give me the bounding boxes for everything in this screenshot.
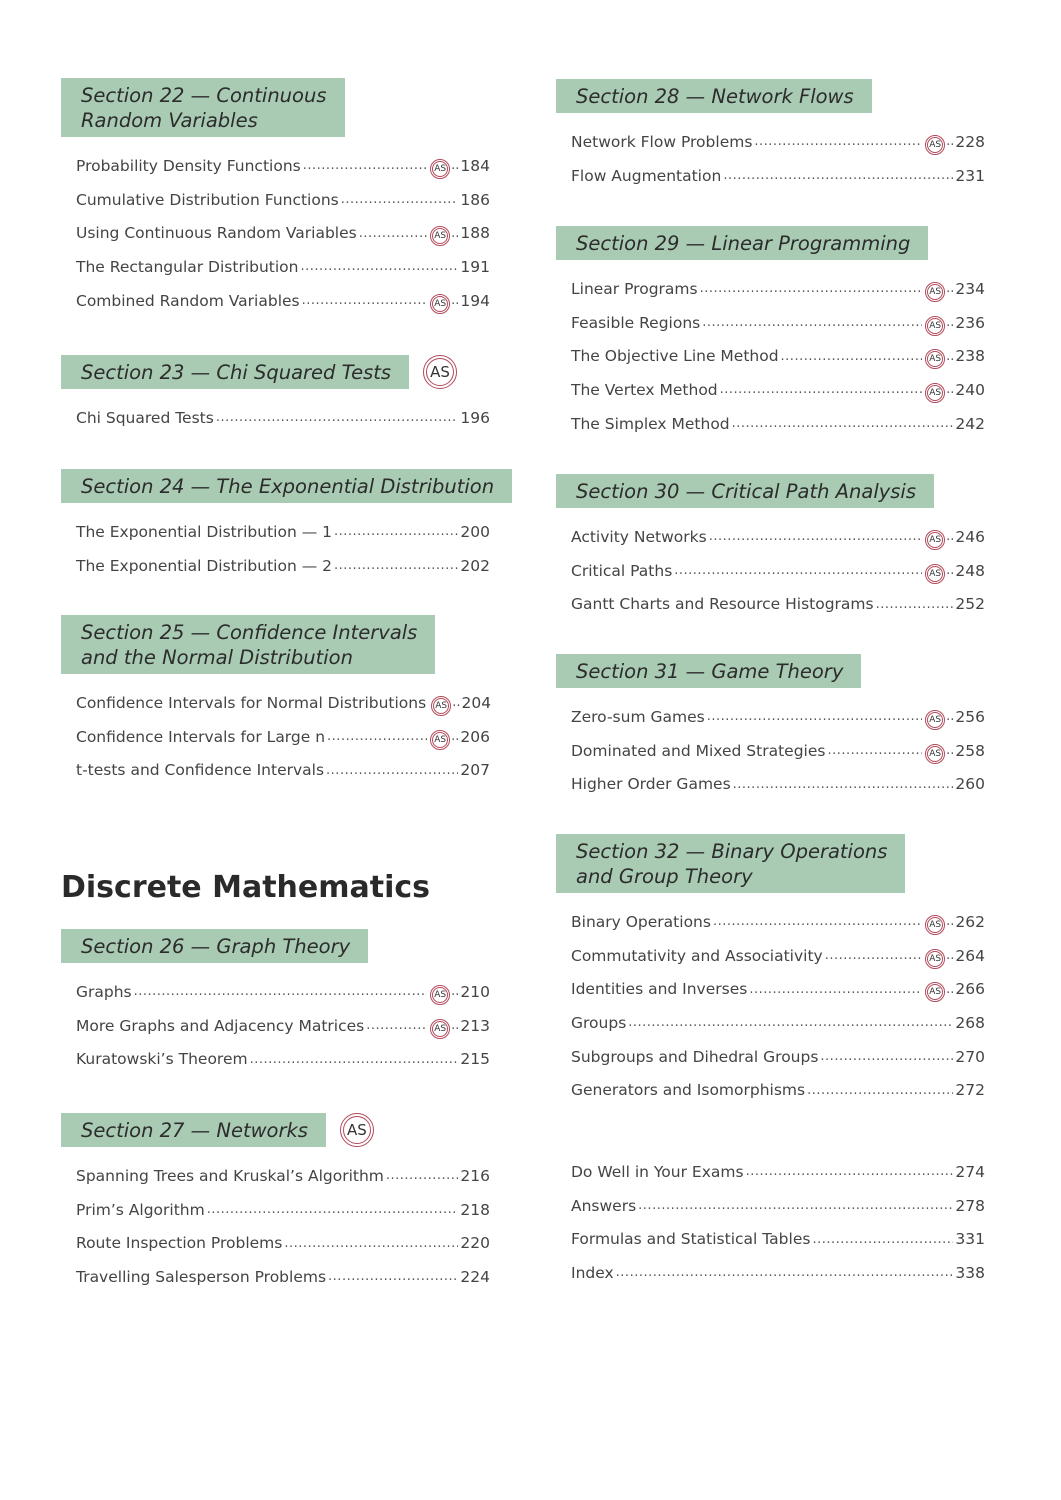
page-number: 248 <box>955 561 985 580</box>
toc-section <box>556 654 996 801</box>
section-header <box>556 474 996 508</box>
entry-title: Flow Augmentation <box>571 166 722 185</box>
toc-entry[interactable] <box>571 125 985 159</box>
section-entries <box>61 975 490 1076</box>
toc-entry[interactable] <box>571 1040 985 1074</box>
page-number: 184 <box>460 156 490 175</box>
entry-title: Travelling Salesperson Problems <box>76 1267 327 1286</box>
dot-leader <box>616 1265 954 1280</box>
entry-title: Spanning Trees and Kruskal’s Algorithm <box>76 1166 384 1185</box>
entry-title: Cumulative Distribution Functions <box>76 190 339 209</box>
page-number: 207 <box>460 761 490 780</box>
toc-entry[interactable] <box>571 373 985 407</box>
toc-section <box>556 79 996 192</box>
toc-entry[interactable] <box>571 1073 985 1107</box>
part-title: Discrete Mathematics <box>61 870 431 905</box>
dot-leader-end: .. <box>451 984 460 1000</box>
dot-leader <box>302 293 428 308</box>
dot-leader <box>134 984 428 999</box>
section-title[interactable]: Section 30 — Critical Path Analysis <box>556 474 934 508</box>
toc-entry[interactable] <box>76 250 490 284</box>
dot-leader-end: .. <box>946 315 955 331</box>
page-number: 216 <box>460 1166 490 1185</box>
toc-entry[interactable] <box>571 1222 985 1256</box>
toc-entry[interactable] <box>571 1189 985 1223</box>
entry-title: Prim’s Algorithm <box>76 1200 205 1219</box>
as-level-icon: AS <box>925 383 945 403</box>
page-number: 264 <box>955 946 985 965</box>
page-number: 194 <box>460 291 490 310</box>
toc-entry[interactable] <box>76 720 490 754</box>
as-level-icon: AS <box>925 564 945 584</box>
dot-leader-end: .. <box>451 225 460 241</box>
section-title[interactable]: Section 22 — Continuous Random Variables <box>61 78 345 137</box>
dot-leader <box>303 158 427 173</box>
entry-title: Commutativity and Associativity <box>571 946 823 965</box>
dot-leader <box>781 349 923 364</box>
section-title[interactable]: Section 23 — Chi Squared Tests <box>61 355 409 389</box>
page-number: 196 <box>460 408 490 427</box>
section-entries <box>61 686 490 787</box>
dot-leader <box>702 315 922 330</box>
section-title[interactable]: Section 28 — Network Flows <box>556 79 872 113</box>
as-level-icon: AS <box>925 316 945 336</box>
dot-leader <box>216 410 459 425</box>
entry-title: Confidence Intervals for Large n <box>76 727 326 746</box>
entry-title: Generators and Isomorphisms <box>571 1081 806 1100</box>
page-number: 240 <box>955 380 985 399</box>
page-number: 200 <box>460 522 490 541</box>
dot-leader <box>825 948 922 963</box>
dot-leader <box>720 382 923 397</box>
as-level-icon: AS <box>925 744 945 764</box>
back-matter-entries <box>556 1155 985 1290</box>
dot-leader <box>709 529 922 544</box>
dot-leader <box>700 281 923 296</box>
page-number: 236 <box>955 313 985 332</box>
toc-entry[interactable] <box>76 549 490 583</box>
dot-leader <box>812 1232 953 1247</box>
toc-entry[interactable] <box>76 975 490 1009</box>
entry-title: Combined Random Variables <box>76 291 300 310</box>
entry-title: Index <box>571 1263 614 1282</box>
page-number: 202 <box>460 556 490 575</box>
dot-leader-end: .. <box>946 914 955 930</box>
dot-leader <box>733 777 954 792</box>
toc-entry[interactable] <box>76 149 490 183</box>
page-number: 238 <box>955 347 985 366</box>
toc-entry[interactable] <box>571 905 985 939</box>
entry-title: Formulas and Statistical Tables <box>571 1230 811 1249</box>
entry-title: Probability Density Functions <box>76 156 301 175</box>
toc-entry[interactable] <box>76 401 490 435</box>
section-header <box>556 654 996 688</box>
page-number: 278 <box>955 1196 985 1215</box>
page-number: 252 <box>955 595 985 614</box>
dot-leader <box>746 1164 954 1179</box>
page-number: 188 <box>460 224 490 243</box>
section-header <box>61 1113 501 1147</box>
page-number: 186 <box>460 190 490 209</box>
section-title[interactable]: Section 32 — Binary Operations and Group Theory <box>556 834 905 893</box>
entry-title: The Rectangular Distribution <box>76 257 299 276</box>
section-title[interactable]: Section 29 — Linear Programming <box>556 226 928 260</box>
page-number: 260 <box>955 775 985 794</box>
toc-section <box>556 474 996 621</box>
toc-entry[interactable] <box>571 1256 985 1290</box>
dot-leader <box>327 729 427 744</box>
toc-entry[interactable] <box>76 183 490 217</box>
as-level-icon: AS <box>430 985 450 1005</box>
dot-leader-end: .. <box>946 563 955 579</box>
entry-title: Chi Squared Tests <box>76 408 214 427</box>
page-number: 210 <box>460 982 490 1001</box>
toc-entry[interactable] <box>76 1042 490 1076</box>
as-level-icon: AS <box>430 159 450 179</box>
toc-entry[interactable] <box>571 939 985 973</box>
toc-section <box>61 78 501 317</box>
toc-entry[interactable] <box>571 554 985 588</box>
as-level-badge-icon: AS <box>423 355 457 389</box>
dot-leader <box>707 709 922 724</box>
section-entries <box>61 1159 490 1294</box>
dot-leader <box>754 134 922 149</box>
page-number: 228 <box>955 132 985 151</box>
section-title[interactable]: Section 31 — Game Theory <box>556 654 861 688</box>
dot-leader <box>807 1083 953 1098</box>
toc-entry[interactable] <box>76 515 490 549</box>
entry-title: Route Inspection Problems <box>76 1234 283 1253</box>
page-number: 266 <box>955 980 985 999</box>
entry-title: The Exponential Distribution — 2 <box>76 556 332 575</box>
page-number: 331 <box>955 1230 985 1249</box>
entry-title: The Exponential Distribution — 1 <box>76 522 332 541</box>
dot-leader <box>876 597 954 612</box>
entry-title: Kuratowski’s Theorem <box>76 1050 248 1069</box>
dot-leader-end: .. <box>946 348 955 364</box>
page-number: 272 <box>955 1081 985 1100</box>
toc-entry[interactable] <box>571 520 985 554</box>
as-level-icon: AS <box>925 282 945 302</box>
dot-leader <box>732 416 954 431</box>
page-number: 220 <box>460 1234 490 1253</box>
page-number: 270 <box>955 1047 985 1066</box>
toc-entry[interactable] <box>76 1009 490 1043</box>
page-number: 215 <box>460 1050 490 1069</box>
section-header <box>556 79 996 113</box>
as-level-icon: AS <box>431 696 451 716</box>
dot-leader <box>366 1018 427 1033</box>
page-number: 206 <box>460 727 490 746</box>
section-title[interactable]: Section 24 — The Exponential Distribution <box>61 469 512 503</box>
page-number: 246 <box>955 527 985 546</box>
section-header <box>61 929 501 963</box>
page-number: 274 <box>955 1162 985 1181</box>
toc-entry[interactable] <box>76 686 490 720</box>
dot-leader <box>713 914 922 929</box>
dot-leader <box>334 524 458 539</box>
as-level-icon: AS <box>925 135 945 155</box>
entry-title: t-tests and Confidence Intervals <box>76 761 325 780</box>
entry-title: More Graphs and Adjacency Matrices <box>76 1016 365 1035</box>
entry-title: Using Continuous Random Variables <box>76 224 357 243</box>
dot-leader-end: .. <box>946 981 955 997</box>
toc-entry[interactable] <box>571 1006 985 1040</box>
toc-entry[interactable] <box>571 587 985 621</box>
page-number: 268 <box>955 1013 985 1032</box>
page-number: 258 <box>955 741 985 760</box>
section-header <box>556 834 996 893</box>
as-level-icon: AS <box>925 349 945 369</box>
as-level-icon: AS <box>925 530 945 550</box>
dot-leader-end: .. <box>946 529 955 545</box>
page-number: 218 <box>460 1200 490 1219</box>
toc-section <box>556 834 996 1107</box>
toc-entry[interactable] <box>76 753 490 787</box>
as-level-icon: AS <box>925 710 945 730</box>
dot-leader <box>674 563 922 578</box>
toc-section <box>556 226 996 440</box>
dot-leader-end: .. <box>946 281 955 297</box>
dot-leader <box>723 168 953 183</box>
dot-leader <box>300 259 458 274</box>
dot-leader-end: .. <box>451 1018 460 1034</box>
section-header <box>61 355 501 389</box>
section-entries <box>556 700 985 801</box>
as-level-icon: AS <box>430 294 450 314</box>
entry-title: The Vertex Method <box>571 380 718 399</box>
page-number: 338 <box>955 1263 985 1282</box>
dot-leader <box>334 558 458 573</box>
toc-entry[interactable] <box>76 1159 490 1193</box>
page-number: 231 <box>955 166 985 185</box>
dot-leader <box>749 982 922 997</box>
dot-leader <box>341 192 459 207</box>
toc-entry[interactable] <box>76 1193 490 1227</box>
section-entries <box>556 125 985 192</box>
section-entries <box>61 515 490 582</box>
as-level-badge-icon: AS <box>340 1113 374 1147</box>
as-level-icon: AS <box>925 982 945 1002</box>
entry-title: Graphs <box>76 982 132 1001</box>
toc-entry[interactable] <box>571 159 985 193</box>
entry-title: The Objective Line Method <box>571 347 779 366</box>
dot-leader <box>250 1052 459 1067</box>
dot-leader <box>326 763 458 778</box>
dot-leader-end: .. <box>451 158 460 174</box>
dot-leader <box>827 743 922 758</box>
toc-entry[interactable] <box>76 216 490 250</box>
dot-leader <box>359 226 427 241</box>
section-title[interactable]: Section 25 — Confidence Intervals and the Normal Distribution <box>61 615 435 674</box>
toc-entry[interactable] <box>571 700 985 734</box>
back-matter <box>556 1143 996 1290</box>
page-number: 262 <box>955 912 985 931</box>
section-header <box>61 469 501 503</box>
entry-title: Gantt Charts and Resource Histograms <box>571 595 874 614</box>
toc-section <box>61 355 501 435</box>
page-number: 242 <box>955 414 985 433</box>
dot-leader-end: .. <box>946 743 955 759</box>
entry-title: Linear Programs <box>571 279 698 298</box>
entry-title: Identities and Inverses <box>571 980 748 999</box>
page-number: 213 <box>460 1016 490 1035</box>
section-entries <box>61 401 490 435</box>
page-number: 234 <box>955 279 985 298</box>
as-level-icon: AS <box>430 730 450 750</box>
entry-title: Critical Paths <box>571 561 673 580</box>
dot-leader-end: .. <box>946 948 955 964</box>
entry-title: The Simplex Method <box>571 414 730 433</box>
section-entries <box>61 149 490 317</box>
page-number: 204 <box>461 693 492 712</box>
as-level-icon: AS <box>925 915 945 935</box>
entry-title: Zero-sum Games <box>571 707 705 726</box>
toc-entry[interactable] <box>76 284 490 318</box>
section-title[interactable]: Section 27 — Networks <box>61 1113 326 1147</box>
toc-entry[interactable] <box>76 1226 490 1260</box>
dot-leader <box>628 1015 953 1030</box>
as-level-icon: AS <box>430 1019 450 1039</box>
toc-section <box>61 929 501 1076</box>
entry-title: Do Well in Your Exams <box>571 1162 744 1181</box>
dot-leader-end: .. <box>451 293 460 309</box>
entry-title: Feasible Regions <box>571 313 701 332</box>
as-level-icon: AS <box>430 226 450 246</box>
section-entries <box>556 272 985 440</box>
entry-title: Activity Networks <box>571 527 707 546</box>
dot-leader <box>284 1236 458 1251</box>
toc-entry[interactable] <box>571 1155 985 1189</box>
entry-title: Groups <box>571 1013 627 1032</box>
section-entries <box>556 905 985 1107</box>
dot-leader <box>207 1202 459 1217</box>
dot-leader-end: .. <box>946 382 955 398</box>
toc-section <box>61 469 501 582</box>
as-level-icon: AS <box>925 949 945 969</box>
toc-section <box>61 1113 501 1294</box>
dot-leader <box>386 1168 459 1183</box>
entry-title: Binary Operations <box>571 912 711 931</box>
dot-leader <box>638 1198 953 1213</box>
entry-title: Subgroups and Dihedral Groups <box>571 1047 819 1066</box>
section-title[interactable]: Section 26 — Graph Theory <box>61 929 368 963</box>
section-header <box>556 226 996 260</box>
entry-title: Higher Order Games <box>571 775 731 794</box>
toc-entry[interactable] <box>571 734 985 768</box>
dot-leader-end: .. <box>946 134 955 150</box>
dot-leader-end: .. <box>946 709 955 725</box>
toc-entry[interactable] <box>571 272 985 306</box>
toc-entry[interactable] <box>571 972 985 1006</box>
page-number: 256 <box>955 707 985 726</box>
section-entries <box>556 520 985 621</box>
entry-title: Network Flow Problems <box>571 132 753 151</box>
toc-entry[interactable] <box>571 339 985 373</box>
toc-entry[interactable] <box>76 1260 490 1294</box>
entry-title: Confidence Intervals for Normal Distributions <box>76 693 427 712</box>
toc-section <box>61 615 501 787</box>
toc-entry[interactable] <box>571 306 985 340</box>
toc-entry[interactable] <box>571 407 985 441</box>
section-header <box>61 615 501 674</box>
toc-entry[interactable] <box>571 767 985 801</box>
entry-title: Dominated and Mixed Strategies <box>571 741 826 760</box>
dot-leader-end: .. <box>451 729 460 745</box>
entry-title: Answers <box>571 1196 637 1215</box>
page-number: 224 <box>460 1267 490 1286</box>
dot-leader <box>820 1049 953 1064</box>
dot-leader-end: .. <box>452 695 461 711</box>
dot-leader <box>328 1269 458 1284</box>
section-header <box>61 78 501 137</box>
page-number: 191 <box>460 257 490 276</box>
